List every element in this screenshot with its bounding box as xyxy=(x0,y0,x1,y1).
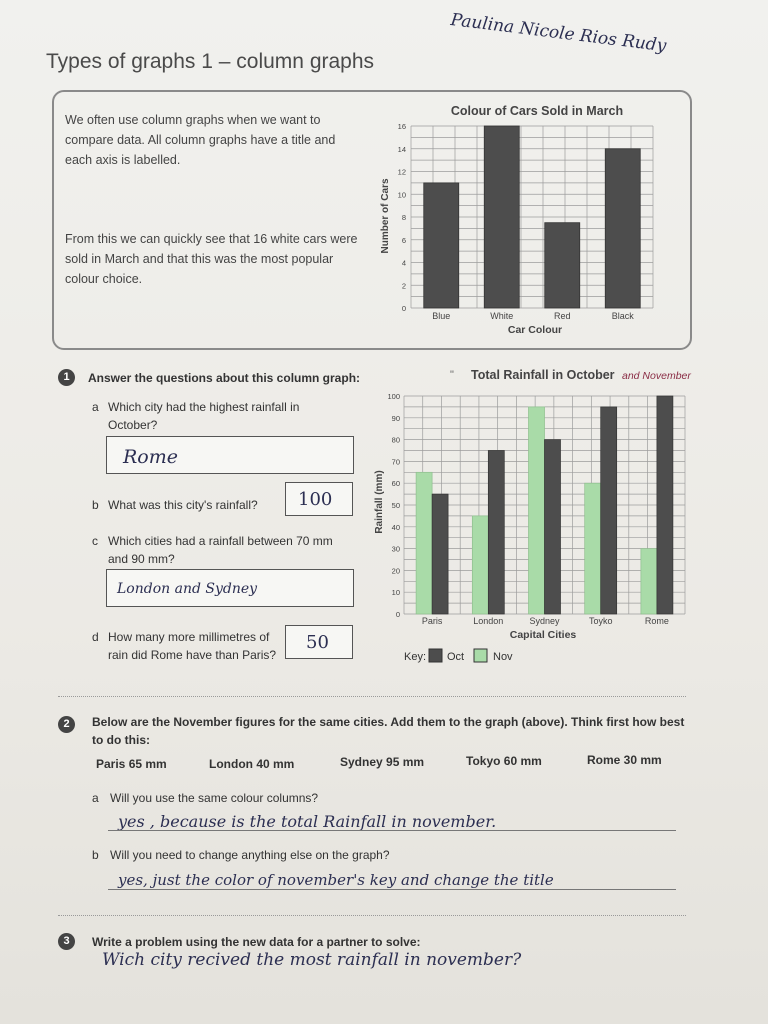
q2a-answer: yes , because is the total Rainfall in november. xyxy=(118,812,497,831)
q1a-answer: Rome xyxy=(123,446,179,468)
q2b-answer: yes, just the color of november's key and change the title xyxy=(118,871,554,889)
figure-rome: Rome 30 mm xyxy=(587,753,662,767)
question-1-number: 1 xyxy=(58,369,75,386)
chart-cars-ytick: 4 xyxy=(401,258,406,268)
page-title: Types of graphs 1 – column graphs xyxy=(46,50,375,73)
q2b-answer-line[interactable] xyxy=(108,889,676,890)
key-oct-label: Oct xyxy=(447,651,465,663)
chart-cars-xlabel: Car Colour xyxy=(507,324,563,336)
chart-rain-ytick: 50 xyxy=(391,501,400,510)
intro-paragraph-2: From this we can quickly see that 16 white cars were sold in March and that this was the most popular colour choice. xyxy=(65,232,358,286)
chart-cars-ytick: 10 xyxy=(397,190,406,200)
chart-rain-bar-nov-london xyxy=(472,516,488,614)
key-nov-label: Nov xyxy=(493,651,513,663)
q2a-letter: a xyxy=(92,791,99,805)
chart-rain-category-label: Rome xyxy=(644,616,669,626)
chart-cars-sold xyxy=(370,98,685,343)
chart-rain-bar-oct-sydney xyxy=(545,440,561,614)
chart-cars-ytick: 0 xyxy=(401,304,406,313)
chart-rain-ytick: 0 xyxy=(395,610,400,619)
q1b-letter: b xyxy=(92,498,99,512)
chart-rain-title-handwritten: and November xyxy=(622,370,691,382)
figure-london: London 40 mm xyxy=(209,757,295,771)
q3-answer: Wich city recived the most rainfall in november? xyxy=(102,950,522,970)
figure-sydney: Sydney 95 mm xyxy=(340,755,425,769)
q1d-text: How many more millimetres of rain did Rome have than Paris? xyxy=(108,630,277,662)
intro-paragraph-1: We often use column graphs when we want to compare data. All column graphs have a title and each axis is labelled. xyxy=(65,113,336,167)
chart-rain-bar-oct-london xyxy=(488,451,504,615)
q1a-answer-box[interactable] xyxy=(106,436,354,474)
chart-rain-ytick: 70 xyxy=(391,457,400,467)
divider-1 xyxy=(58,696,686,697)
question-3-number: 3 xyxy=(58,933,75,950)
q1d-answer-box[interactable] xyxy=(285,625,353,659)
chart-rain-ytick: 60 xyxy=(391,479,400,489)
student-name: Paulina Nicole Rios Rudy xyxy=(449,10,668,57)
chart-rain-bar-oct-toyko xyxy=(601,407,617,614)
chart-cars-bar-white xyxy=(484,126,519,308)
stray-quote-mark: " xyxy=(450,369,454,381)
figure-paris: Paris 65 mm xyxy=(96,757,167,771)
q1b-answer-box[interactable] xyxy=(285,482,353,516)
chart-cars-category-label: Red xyxy=(553,311,571,321)
key-oct-swatch xyxy=(429,649,442,662)
chart-rain-category-label: Sydney xyxy=(529,616,560,626)
chart-rain-bar-nov-rome xyxy=(641,549,657,614)
chart-rain-bar-nov-toyko xyxy=(585,483,601,614)
chart-cars-bar-blue xyxy=(424,183,459,308)
chart-cars-category-label: Blue xyxy=(432,311,451,321)
chart-rain-ytick: 90 xyxy=(391,413,400,423)
q1b-text: What was this city's rainfall? xyxy=(108,498,258,512)
chart-cars-title: Colour of Cars Sold in March xyxy=(450,104,624,118)
chart-cars-ytick: 2 xyxy=(401,281,406,291)
q1c-answer-box[interactable] xyxy=(106,569,354,607)
chart-cars-ytick: 12 xyxy=(397,167,406,177)
chart-rain-xlabel: Capital Cities xyxy=(509,629,577,641)
divider-2 xyxy=(58,915,686,916)
chart-cars-category-label: Black xyxy=(611,311,634,321)
chart-cars-bar-red xyxy=(545,223,580,308)
chart-rain-category-label: Toyko xyxy=(588,616,613,626)
question-2-number: 2 xyxy=(58,716,75,733)
chart-rain-ytick: 40 xyxy=(391,522,400,532)
chart-cars-ytick: 8 xyxy=(401,213,406,222)
chart-rain-key-label: Key: xyxy=(404,651,427,663)
chart-rain-ytick: 80 xyxy=(391,435,400,445)
q1d-letter: d xyxy=(92,630,99,644)
q1c-text: Which cities had a rainfall between 70 mm and 90 mm? xyxy=(108,534,333,566)
chart-rain-ytick: 20 xyxy=(391,566,400,576)
chart-rain-title: Total Rainfall in October xyxy=(471,368,615,382)
q1c-letter: c xyxy=(92,534,98,548)
chart-rain-category-label: Paris xyxy=(421,616,443,626)
q2a-answer-line[interactable] xyxy=(108,830,676,831)
chart-rain-ylabel: Rainfall (mm) xyxy=(374,470,385,534)
chart-rainfall xyxy=(368,362,738,670)
q1a-text: Which city had the highest rainfall in October? xyxy=(108,400,300,432)
chart-rain-ytick: 10 xyxy=(391,588,400,598)
q1d-answer: 50 xyxy=(306,632,329,653)
chart-rain-bar-oct-paris xyxy=(432,494,448,614)
chart-cars-ylabel: Number of Cars xyxy=(380,178,391,254)
chart-rain-ytick: 30 xyxy=(391,544,400,554)
chart-cars-bar-black xyxy=(605,149,640,308)
chart-rain-bar-nov-sydney xyxy=(529,407,545,614)
chart-rain-ytick: 100 xyxy=(387,392,400,401)
question-3-heading: Write a problem using the new data for a partner to solve: xyxy=(92,935,421,949)
chart-cars-ytick: 6 xyxy=(401,235,406,245)
chart-cars-category-label: White xyxy=(490,311,514,321)
chart-rain-bar-oct-rome xyxy=(657,396,673,614)
chart-rain-bar-nov-paris xyxy=(416,472,432,614)
q2b-text: Will you need to change anything else on the graph? xyxy=(110,848,390,862)
q2b-letter: b xyxy=(92,848,99,862)
q1b-answer: 100 xyxy=(298,489,333,510)
q2a-text: Will you use the same colour columns? xyxy=(110,791,319,805)
q1c-answer: London and Sydney xyxy=(117,581,258,597)
chart-cars-ytick: 16 xyxy=(397,122,406,131)
key-nov-swatch xyxy=(474,649,487,662)
figure-tokyo: Tokyo 60 mm xyxy=(466,754,542,768)
chart-rain-category-label: London xyxy=(473,616,504,626)
question-1-heading: Answer the questions about this column graph: xyxy=(88,371,361,385)
chart-cars-ytick: 14 xyxy=(397,144,406,154)
question-2-heading: Below are the November figures for the same cities. Add them to the graph (above). Think first how best to do this: xyxy=(92,715,685,747)
q1a-letter: a xyxy=(92,400,99,414)
